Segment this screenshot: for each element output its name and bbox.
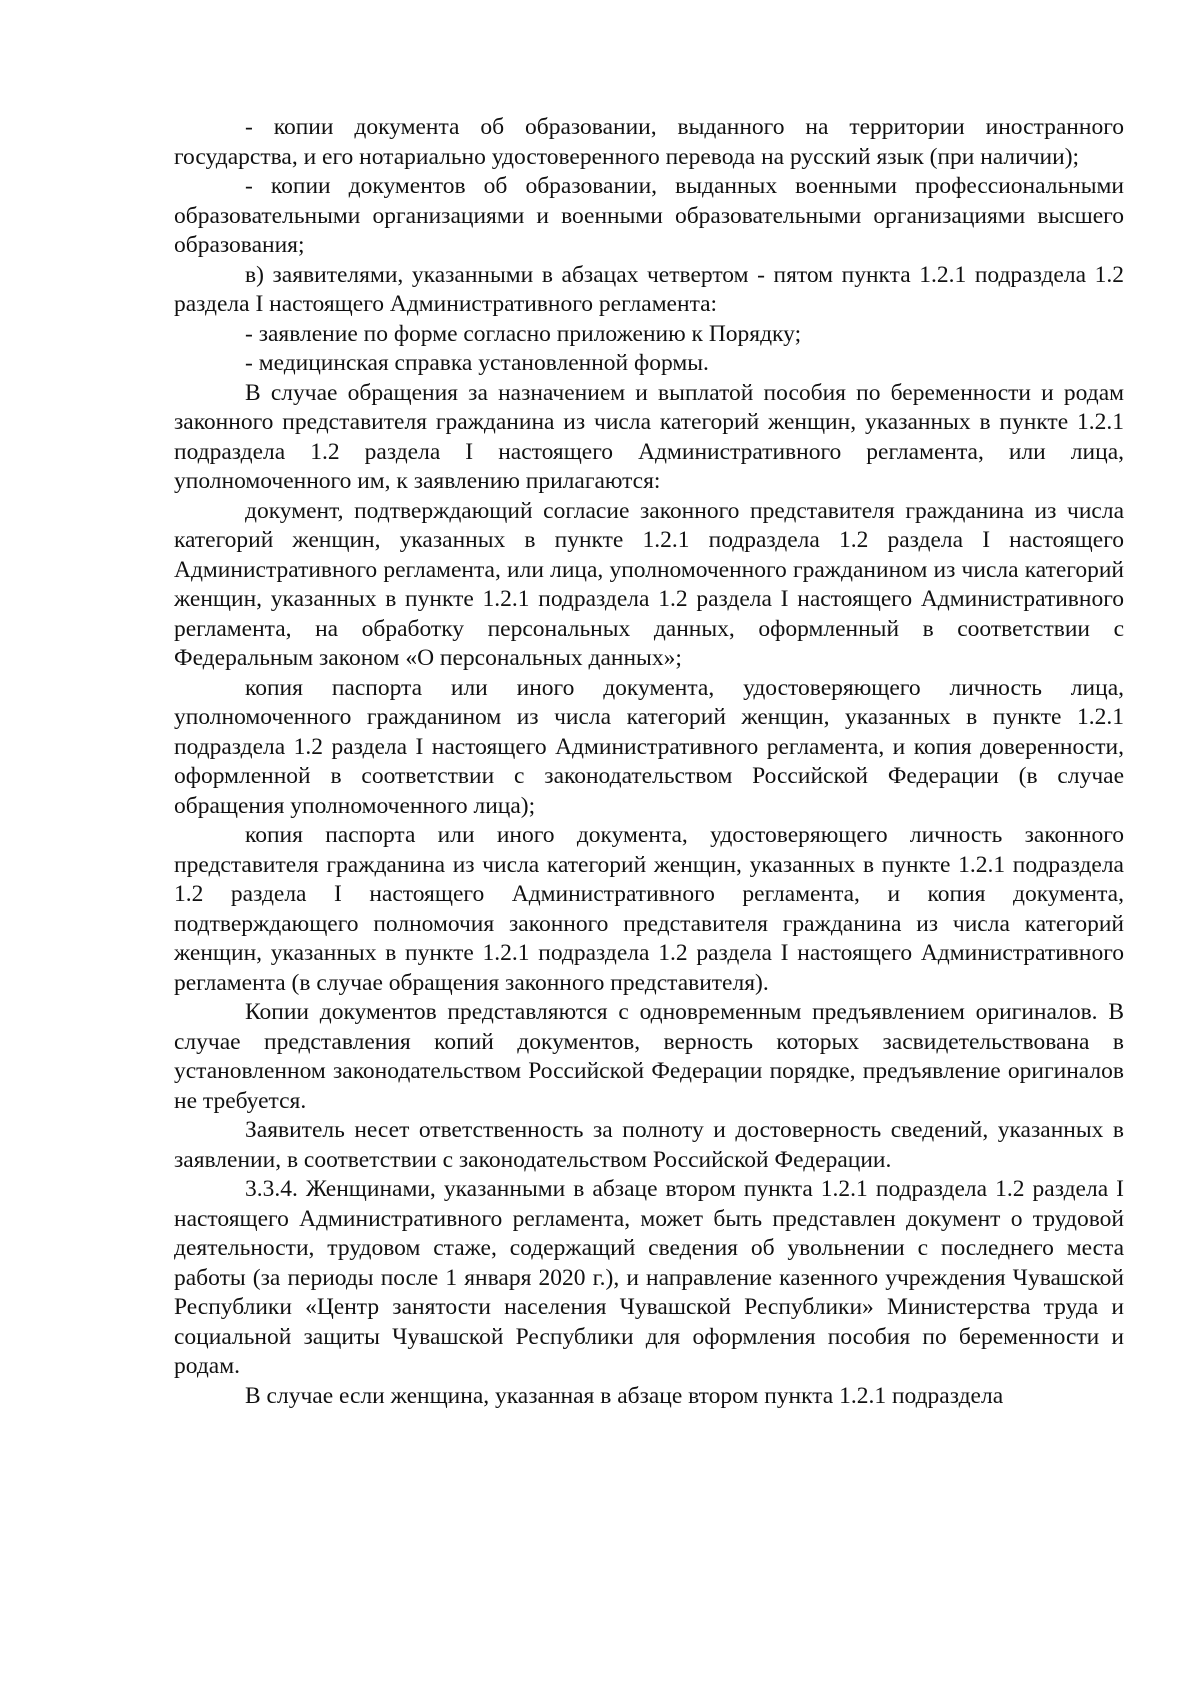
paragraph-copies-with-originals: Копии документов представляются с одновременным предъявлением оригиналов. В случае представления копий документов, верность которых засвидетельствована в установленном законодательством Российской Федерации порядке, предъявление оригиналов не требуется. — [174, 999, 1124, 1114]
paragraph-military-education-copies: - копии документов об образовании, выданных военными профессиональными образовательными организациями и военными образовательными организациями высшего образования; — [174, 173, 1124, 258]
paragraph-medical-certificate: - медицинская справка установленной формы. — [245, 350, 709, 376]
paragraph-applicant-responsibility: Заявитель несет ответственность за полноту и достоверность сведений, указанных в заявлении, в соответствии с законодательством Российской Федерации. — [174, 1117, 1124, 1173]
document-body — [174, 113, 1124, 1411]
paragraph-foreign-education-copies: - копии документа об образовании, выданного на территории иностранного государства, и его нотариально удостоверенного перевода на русский язык (при наличии); — [174, 114, 1124, 170]
paragraph-authorized-person-passport: копия паспорта или иного документа, удостоверяющего личность лица, уполномоченного гражданином из числа категорий женщин, указанных в пункте 1.2.1 подраздела 1.2 раздела I настоящего Административного регламента, и копия доверенности, оформленной в соответствии с законодательством Российской Федерации (в случае обращения уполномоченного лица); — [174, 674, 1124, 819]
paragraph-continued: В случае если женщина, указанная в абзаце втором пункта 1.2.1 подраздела — [245, 1382, 1004, 1409]
paragraph-application-form: - заявление по форме согласно приложению к Порядку; — [245, 320, 802, 347]
paragraph-section-3-3-4: 3.3.4. Женщинами, указанными в абзаце втором пункта 1.2.1 подраздела 1.2 раздела I настоящего Административного регламента, может быть представлен документ о трудовой деятельности, трудовом стаже, содержащий сведения об увольнении с последнего места работы (за периоды после 1 января 2020 г.), и направление казенного учреждения Чувашской Республики «Центр занятости населения Чувашской Республики» Министерства труда и социальной защиты Чувашской Республики для оформления пособия по беременности и родам. — [174, 1176, 1124, 1379]
paragraph-applicants-c: в) заявителями, указанными в абзацах четвертом - пятом пункта 1.2.1 подраздела 1.2 раздела I настоящего Административного регламента: — [174, 261, 1124, 317]
paragraph-consent-document: документ, подтверждающий согласие законного представителя гражданина из числа категорий женщин, указанных в пункте 1.2.1 подраздела 1.2 раздела I настоящего Административного регламента, или лица, уполномоченного гражданином из числа категорий женщин, указанных в пункте 1.2.1 подраздела 1.2 раздела I настоящего Административного регламента, на обработку персональных данных, оформленный в соответствии с Федеральным законом «О персональных данных»; — [174, 497, 1124, 671]
paragraph-legal-representative-case: В случае обращения за назначением и выплатой пособия по беременности и родам законного представителя гражданина из числа категорий женщин, указанных в пункте 1.2.1 подраздела 1.2 раздела I настоящего Административного регламента, или лица, уполномоченного им, к заявлению прилагаются: — [174, 379, 1124, 494]
paragraph-legal-representative-passport: копия паспорта или иного документа, удостоверяющего личность законного представителя гражданина из числа категорий женщин, указанных в пункте 1.2.1 подраздела 1.2 раздела I настоящего Административного регламента, и копия документа, подтверждающего полномочия законного представителя гражданина из числа категорий женщин, указанных в пункте 1.2.1 подраздела 1.2 раздела I настоящего Административного регламента (в случае обращения законного представителя). — [174, 822, 1124, 996]
